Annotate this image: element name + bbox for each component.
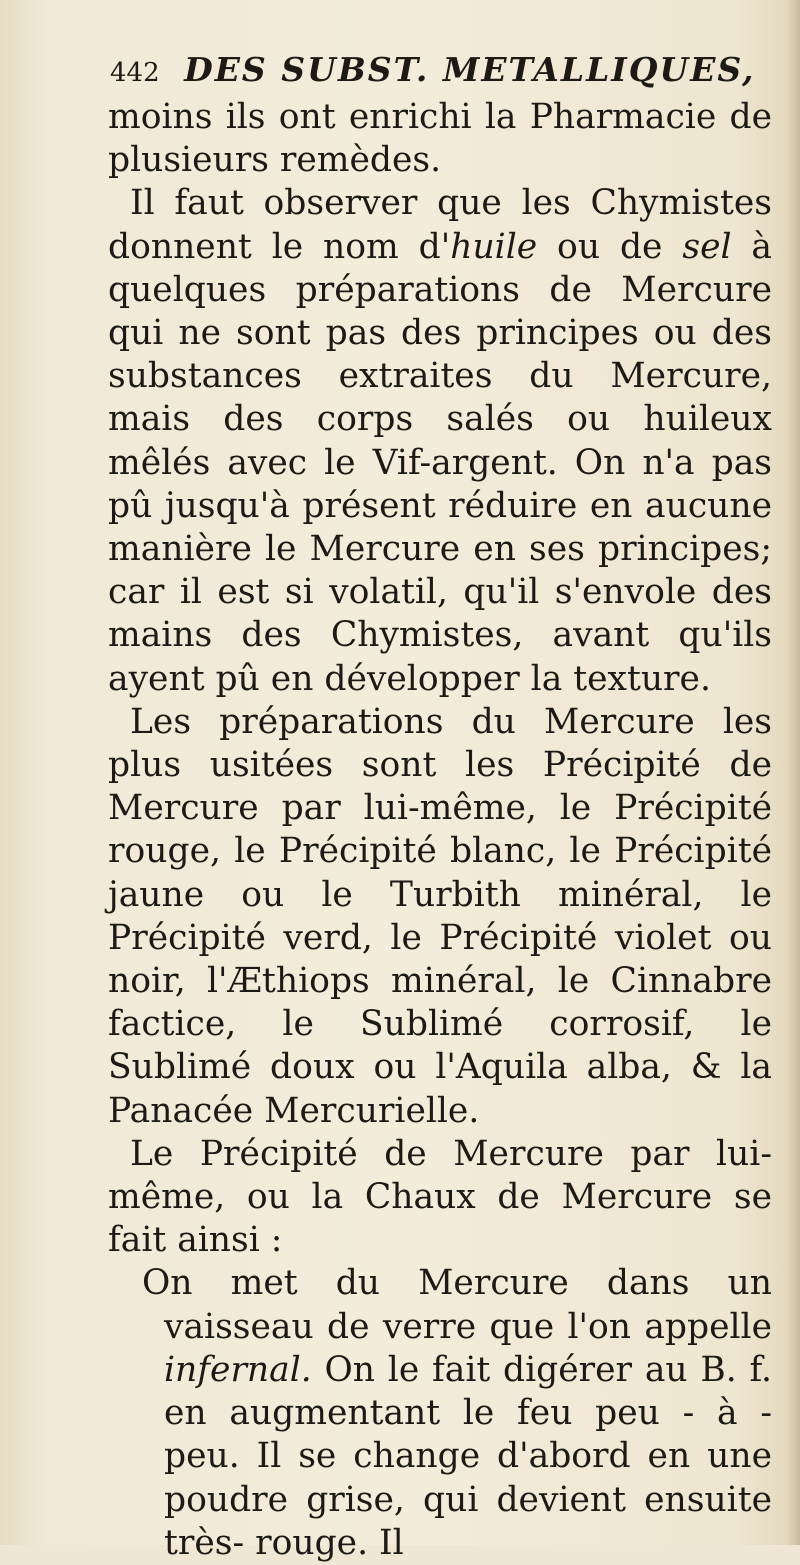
body-text: [108, 96, 772, 1565]
text-run: moins ils ont enrichi la Pharmacie de plusieurs remèdes.: [108, 97, 772, 181]
page-number: 442: [110, 58, 160, 88]
text-run: On met du Mercure dans un vaisseau de verre que l'on appelle: [142, 1263, 772, 1347]
paragraph-observation: [108, 182, 772, 700]
paragraph-continuation: [108, 96, 772, 182]
text-run: Le Précipité de Mercure par lui-même, ou la Chaux de Mercure se fait ainsi :: [108, 1133, 772, 1261]
page-edge-shadow: [786, 0, 800, 1545]
page-header: [110, 48, 790, 95]
italic-term-infernal: infernal.: [164, 1349, 312, 1390]
paragraph-preparations: [108, 701, 772, 1133]
text-run: Les préparations du Mercure les plus usitées sont les Précipité de Mercure par lui-même, le Précipité rouge, le Précipité blanc, le Précipité jaune ou le Turbith minéral, le Précipité verd, le Précipité violet ou noir, l'Æthiops minéral, le Cinnabre factice, le Sublimé corrosif, le Sublimé doux ou l'Aquila alba, & la Panacée Mercurielle.: [108, 701, 772, 1131]
text-run: On le fait digérer au B. f. en augmentant le feu peu - à - peu. Il se change d'abord en une poudre grise, qui devient ensuite très- rouge. Il: [164, 1349, 772, 1563]
italic-term-huile: huile: [450, 226, 538, 267]
running-title: DES SUBST. METALLIQUES,: [184, 50, 756, 89]
text-run: à quelques préparations de Mercure qui ne sont pas des principes ou des substances extraites du Mercure, mais des corps salés ou huileux mêlés avec le Vif-argent. On n'a pas pû jusqu'à présent réduire en aucune manière le Mercure en ses principes; car il est si volatil, qu'il s'envole des mains des Chymistes, avant qu'ils ayent pû en développer la texture.: [108, 226, 772, 699]
paragraph-method: [142, 1262, 772, 1564]
paragraph-precipite: [108, 1133, 772, 1263]
text-run: ou de: [537, 226, 683, 267]
text-run: Il faut observer que les Chymistes donnent le nom d': [108, 183, 772, 267]
italic-term-sel: sel: [682, 226, 732, 267]
